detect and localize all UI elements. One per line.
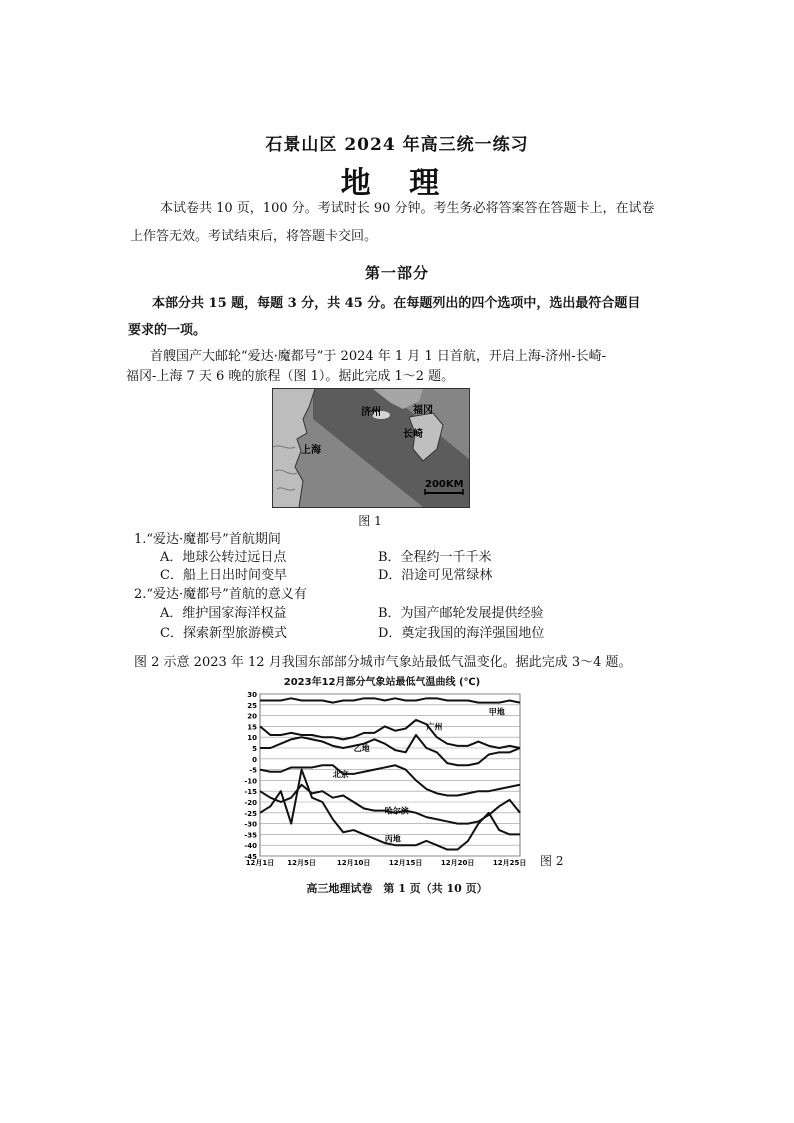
passage-1-line-2: 福冈-上海 7 天 6 晚的旅程（图 1）。据此完成 1～2 题。 [126, 369, 455, 384]
series-label: 北京 [332, 769, 349, 779]
question-2-option-d: D．奠定我国的海洋强国地位 [378, 626, 545, 641]
x-tick-label: 12月5日 [287, 859, 316, 867]
y-tick-label: 5 [252, 745, 257, 753]
x-tick-label: 12月1日 [245, 859, 275, 867]
y-tick-label: 30 [247, 691, 257, 699]
question-2-stem: 2.“爱达·魔都号”首航的意义有 [134, 587, 307, 602]
x-tick-label: 12月15日 [388, 859, 423, 867]
y-tick-label: -30 [244, 820, 257, 829]
page-footer: 高三地理试卷 第 1 页（共 10 页） [306, 882, 488, 895]
part-desc-line-2: 要求的一项。 [128, 323, 207, 338]
map-label-shanghai: 上海 [301, 445, 321, 456]
passage-1-line-1: 首艘国产大邮轮“爱达·魔都号”于 2024 年 1 月 1 日首航，开启上海-济州-长崎- [150, 349, 607, 364]
y-tick-label: -10 [244, 777, 257, 786]
question-1-option-b: B．全程约一千千米 [378, 550, 492, 565]
series-label: 广州 [426, 722, 443, 732]
part-heading: 第一部分 [364, 264, 429, 282]
map-label-jeju: 济州 [361, 407, 381, 418]
question-1-option-a: A．地球公转过远日点 [160, 550, 287, 565]
figure-1-caption: 图 1 [358, 514, 382, 528]
exam-title: 石景山区 2024 年高三统一练习 [265, 135, 529, 155]
question-1-option-d: D．沿途可见常绿林 [378, 568, 493, 583]
instructions-line-1: 本试卷共 10 页，100 分。考试时长 90 分钟。考生务必将答案答在答题卡上，在试卷 [160, 201, 655, 216]
series-label: 丙地 [384, 834, 401, 844]
question-2-option-b: B．为国产邮轮发展提供经验 [378, 606, 544, 621]
subject-title: 地 理 [340, 166, 454, 201]
map-scale-label: 200KM [425, 479, 464, 490]
plot-area [260, 694, 520, 856]
y-tick-label: -25 [244, 809, 257, 818]
y-tick-label: 20 [247, 712, 257, 721]
y-tick-label: 10 [247, 734, 257, 743]
x-tick-label: 12月20日 [440, 859, 475, 867]
question-2-option-c: C．探索新型旅游模式 [160, 626, 287, 641]
x-tick-label: 12月25日 [492, 859, 527, 867]
figure-2-caption: 图 2 [540, 854, 564, 868]
series-label: 乙地 [353, 744, 370, 753]
series-label: 甲地 [488, 707, 505, 717]
y-tick-label: 25 [247, 701, 257, 710]
route-map [272, 388, 470, 508]
chart-title: 2023年12月部分气象站最低气温曲线 (℃) [283, 677, 481, 688]
question-2-option-a: A．维护国家海洋权益 [160, 606, 287, 621]
y-tick-label: -20 [244, 799, 257, 807]
y-tick-label: -35 [244, 831, 257, 840]
instructions-line-2: 上作答无效。考试结束后，将答题卡交回。 [130, 229, 378, 244]
question-1-stem: 1.“爱达·魔都号”首航期间 [134, 532, 281, 547]
y-tick-label: 15 [247, 723, 257, 732]
y-tick-label: -5 [249, 766, 257, 775]
passage-2-line-1: 图 2 示意 2023 年 12 月我国东部部分城市气象站最低气温变化。据此完成 3～4 题。 [134, 655, 632, 670]
series-label: 哈尔滨 [384, 806, 409, 816]
question-1-option-c: C．船上日出时间变早 [160, 568, 287, 583]
temperature-chart [232, 674, 532, 870]
y-tick-label: -40 [244, 842, 257, 851]
y-tick-label: -45 [244, 853, 257, 861]
y-tick-label: 0 [252, 755, 257, 764]
part-desc-line-1: 本部分共 15 题，每题 3 分，共 45 分。在每题列出的四个选项中，选出最符合题目 [152, 296, 641, 311]
map-label-nagasaki: 长崎 [403, 429, 423, 440]
x-tick-label: 12月10日 [336, 859, 371, 867]
y-tick-label: -15 [244, 788, 257, 797]
map-label-fukuoka: 福冈 [413, 405, 433, 416]
